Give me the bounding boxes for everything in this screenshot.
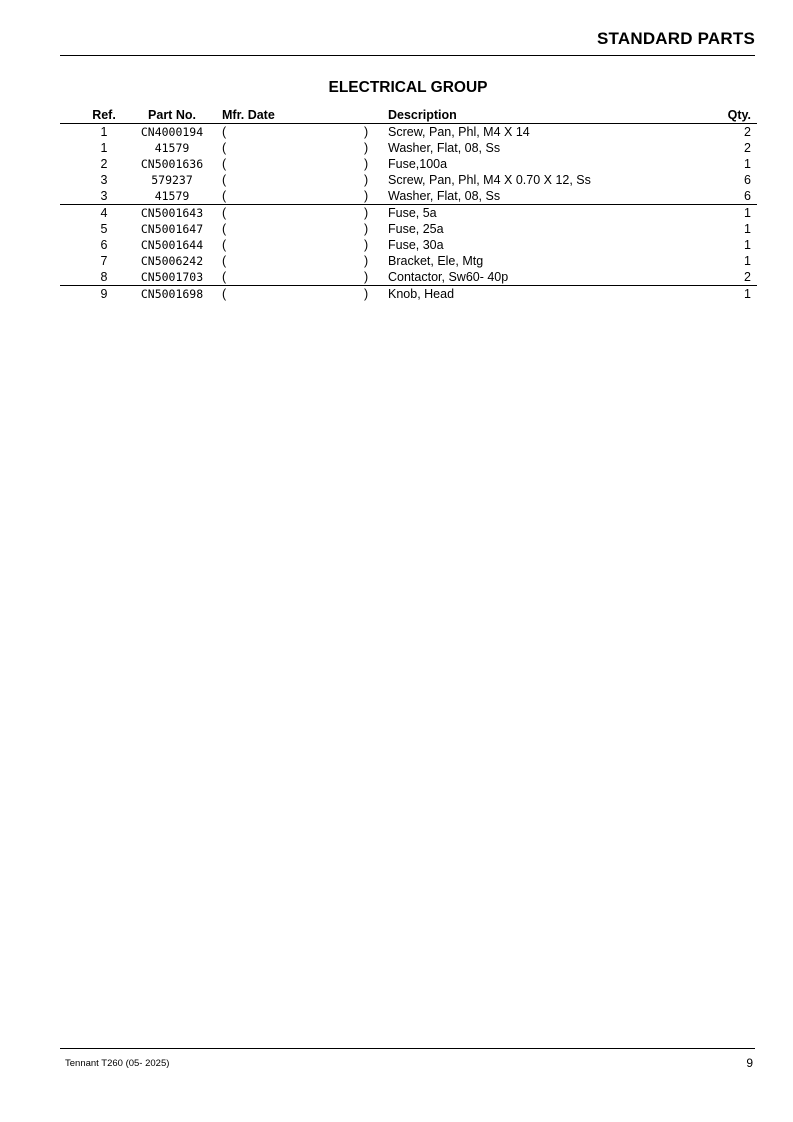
row-mfr-close: )	[364, 125, 369, 139]
row-mfr-open: (	[222, 157, 227, 171]
group-title: ELECTRICAL GROUP	[328, 79, 488, 96]
row-part-no: 41579	[154, 141, 190, 155]
row-ref: 1	[100, 141, 108, 155]
row-qty: 1	[744, 238, 751, 252]
table-row	[60, 140, 757, 156]
row-part-no: CN5001636	[140, 157, 204, 171]
column-header-description: Description	[388, 108, 457, 122]
row-part-no: CN5001644	[140, 238, 204, 252]
row-qty: 1	[744, 222, 751, 236]
row-description: Screw, Pan, Phl, M4 X 0.70 X 12, Ss	[388, 173, 591, 187]
row-qty: 1	[744, 254, 751, 268]
footer-model: Tennant T260 (05- 2025)	[65, 1058, 170, 1069]
row-mfr-close: )	[364, 238, 369, 252]
parts-table	[60, 107, 757, 302]
table-row	[60, 237, 757, 253]
row-mfr-open: (	[222, 189, 227, 203]
row-mfr-open: (	[222, 238, 227, 252]
row-part-no: CN5001703	[140, 270, 204, 284]
table-row	[60, 269, 757, 286]
row-ref: 7	[100, 254, 108, 268]
row-ref: 1	[100, 125, 108, 139]
row-part-no: 579237	[151, 173, 193, 187]
column-header-part-no: Part No.	[148, 108, 196, 122]
table-row	[60, 124, 757, 140]
row-mfr-open: (	[222, 206, 227, 220]
row-ref: 3	[100, 189, 108, 203]
row-part-no: CN5001647	[140, 222, 204, 236]
row-qty: 2	[744, 141, 751, 155]
row-description: Washer, Flat, 08, Ss	[388, 141, 501, 155]
column-header-mfr-date: Mfr. Date	[222, 108, 275, 122]
row-mfr-open: (	[222, 287, 227, 301]
row-part-no: CN5001643	[140, 206, 204, 220]
row-ref: 9	[100, 287, 108, 301]
row-mfr-close: )	[364, 141, 369, 155]
row-qty: 1	[744, 157, 751, 171]
column-header-ref: Ref.	[92, 108, 116, 122]
row-qty: 2	[744, 270, 751, 284]
row-mfr-open: (	[222, 125, 227, 139]
table-row	[60, 221, 757, 237]
table-row	[60, 286, 757, 302]
table-row	[60, 156, 757, 172]
row-mfr-open: (	[222, 222, 227, 236]
row-description: Knob, Head	[388, 287, 455, 301]
row-ref: 5	[100, 222, 108, 236]
row-qty: 6	[744, 189, 751, 203]
row-part-no: CN5006242	[140, 254, 204, 268]
header-divider	[60, 55, 755, 56]
row-description: Screw, Pan, Phl, M4 X 14	[388, 125, 530, 139]
row-ref: 4	[100, 206, 108, 220]
row-description: Contactor, Sw60- 40p	[388, 270, 509, 284]
row-qty: 1	[744, 206, 751, 220]
row-mfr-close: )	[364, 157, 369, 171]
row-part-no: 41579	[154, 189, 190, 203]
row-description: Fuse, 5a	[388, 206, 437, 220]
row-mfr-close: )	[364, 287, 369, 301]
row-ref: 3	[100, 173, 108, 187]
row-description: Fuse, 25a	[388, 222, 444, 236]
row-qty: 6	[744, 173, 751, 187]
row-qty: 1	[744, 287, 751, 301]
row-ref: 8	[100, 270, 108, 284]
footer-divider	[60, 1048, 755, 1049]
table-row	[60, 188, 757, 205]
row-mfr-close: )	[364, 189, 369, 203]
row-description: Fuse, 30a	[388, 238, 444, 252]
row-mfr-open: (	[222, 254, 227, 268]
section-title: STANDARD PARTS	[597, 29, 755, 48]
page-number: 9	[746, 1056, 753, 1070]
row-mfr-open: (	[222, 141, 227, 155]
row-part-no: CN4000194	[140, 125, 204, 139]
row-mfr-open: (	[222, 270, 227, 284]
table-header-row	[60, 107, 757, 124]
row-description: Washer, Flat, 08, Ss	[388, 189, 501, 203]
table-row	[60, 253, 757, 269]
row-mfr-close: )	[364, 206, 369, 220]
row-mfr-close: )	[364, 254, 369, 268]
table-row	[60, 205, 757, 221]
row-ref: 2	[100, 157, 108, 171]
table-row	[60, 172, 757, 188]
row-mfr-close: )	[364, 270, 369, 284]
row-qty: 2	[744, 125, 751, 139]
row-mfr-close: )	[364, 222, 369, 236]
row-description: Fuse,100a	[388, 157, 448, 171]
row-mfr-open: (	[222, 173, 227, 187]
row-description: Bracket, Ele, Mtg	[388, 254, 484, 268]
row-mfr-close: )	[364, 173, 369, 187]
row-ref: 6	[100, 238, 108, 252]
row-part-no: CN5001698	[140, 287, 204, 301]
column-header-qty: Qty.	[727, 108, 751, 122]
